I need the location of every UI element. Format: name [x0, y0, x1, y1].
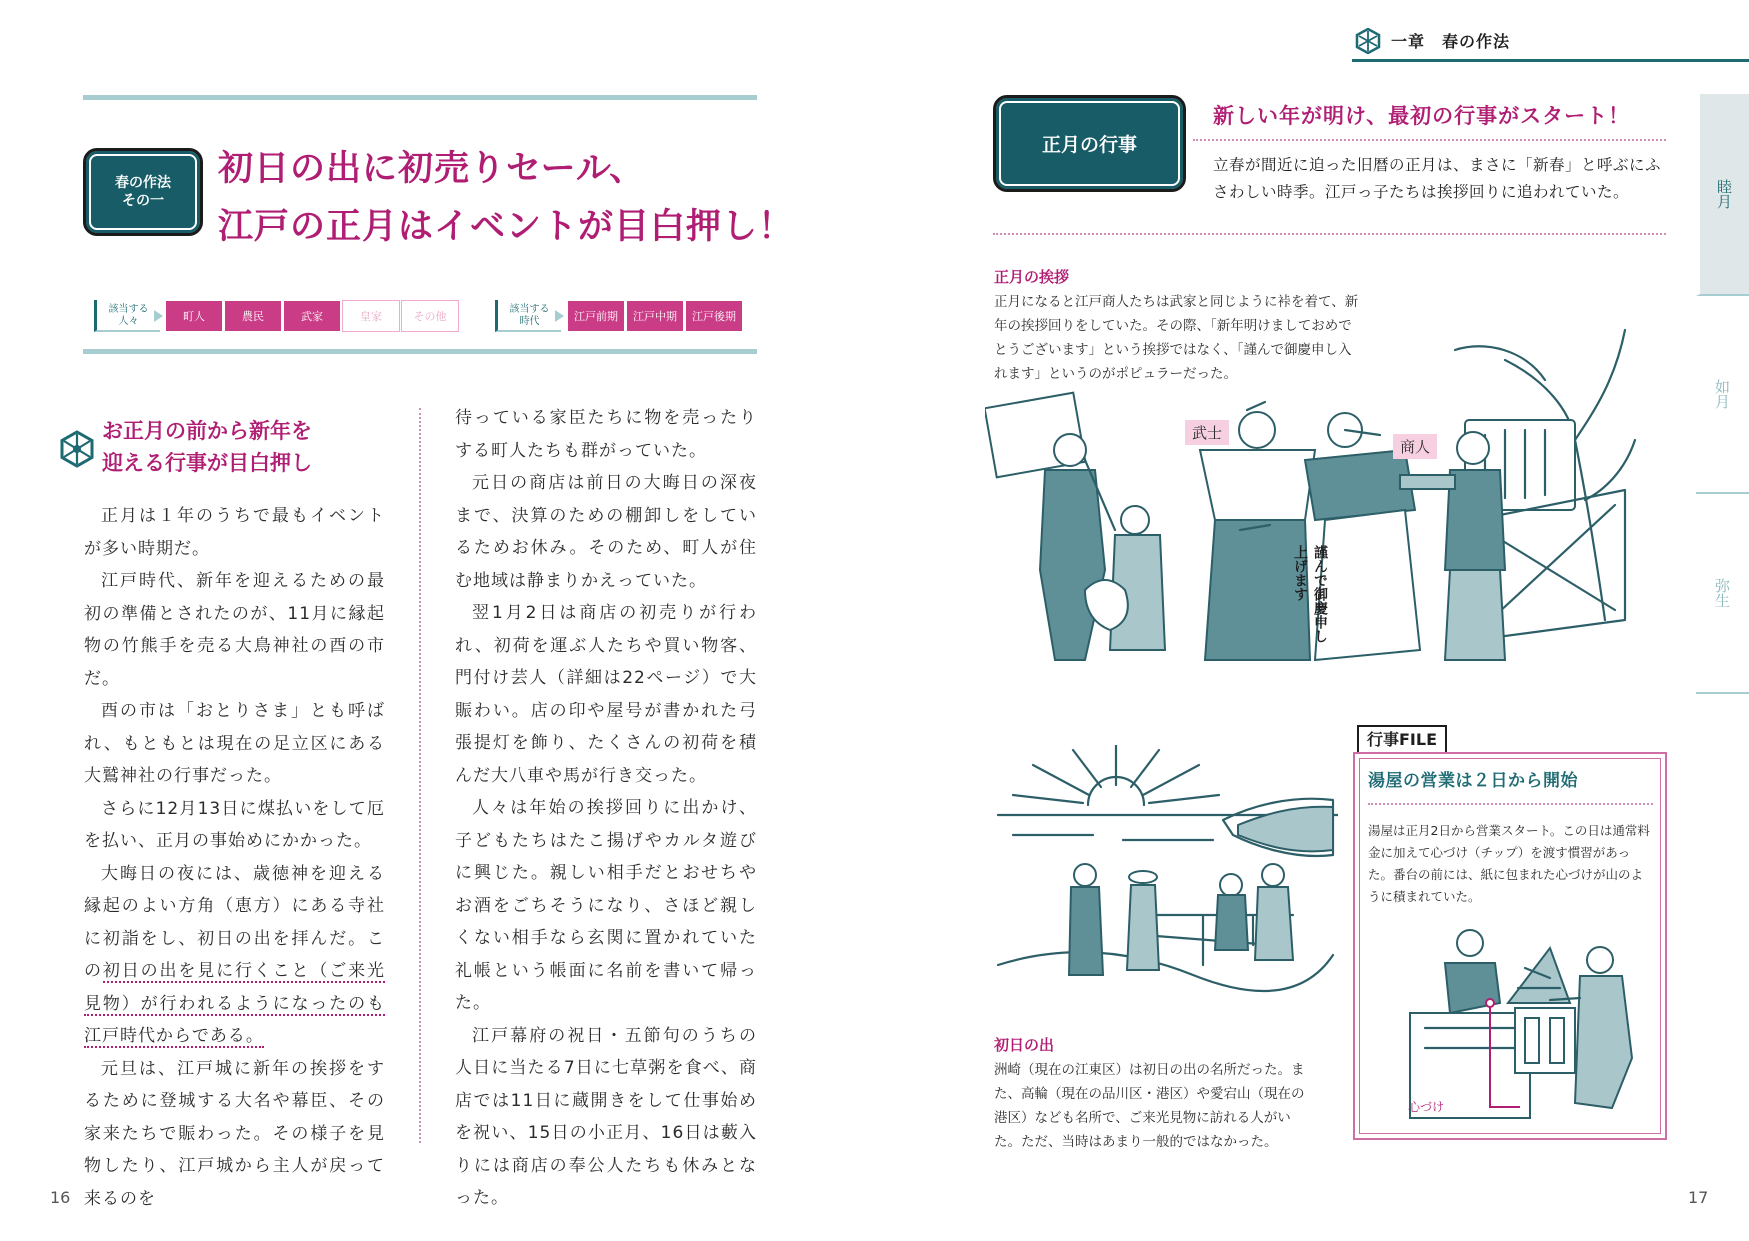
tag-chip: 江戸前期	[567, 300, 625, 332]
dotted-rule	[1368, 803, 1653, 805]
hemp-leaf-icon	[1355, 28, 1381, 54]
people-label-2: 人々	[118, 316, 139, 327]
event-badge	[993, 95, 1186, 192]
side-tab-label: 如月	[1713, 379, 1731, 409]
greeting-caption-text: 正月になると江戸商人たちは武家と同じように裃を着て、新年の挨拶回りをしていた。その際、「新年明けましておめでとうございます」という挨拶ではなく、「謹んで御慶申し入れます」というのがポピュラーだった。	[994, 294, 1359, 382]
tag-chip: その他	[401, 300, 459, 332]
chapter-header	[1352, 22, 1749, 62]
title-line-1: 初日の出に初売りセール、	[218, 149, 646, 189]
page-number: 16	[50, 1188, 71, 1207]
badge-line-2: その一	[122, 193, 164, 209]
side-tab-label: 睦月	[1715, 179, 1733, 209]
era-label-1: 該当する	[509, 304, 550, 315]
file-text: 湯屋は正月2日から営業スタート。この日は通常料金に加えて心づけ（チップ）を渡す慣習があった。番台の前には、紙に包まれた心づけが山のように積まれていた。	[1368, 823, 1650, 904]
dotted-rule	[993, 233, 1666, 235]
paragraph	[84, 858, 385, 1053]
file-heading: 湯屋の営業は２日から開始	[1368, 771, 1578, 791]
sunrise-caption-title: 初日の出	[994, 1036, 1055, 1054]
top-rule	[83, 95, 757, 100]
people-label-1: 該当する	[108, 304, 149, 315]
tag-chip: 武家	[283, 300, 341, 332]
era-label-2: 時代	[519, 316, 540, 327]
title-line-2: 江戸の正月はイベントが目白押し！	[218, 207, 795, 247]
tag-chip: 江戸中期	[626, 300, 684, 332]
file-tab-label: 行事FILE	[1357, 725, 1447, 752]
tip-label: 心づけ	[1408, 1100, 1445, 1114]
tag-chip: 皇家	[342, 300, 400, 332]
paragraph: 翌1月2日は商店の初売りが行われ、初荷を運ぶ人たちや買い物客、門付け芸人（詳細は22ページ）で大賑わい。店の印や屋号が書かれた弓張提灯を飾り、たくさんの初荷を積んだ大八車や馬が行き交った。	[455, 603, 757, 786]
section-heading	[102, 415, 312, 479]
paragraph: 人々は年始の挨拶回りに出かけ、子どもたちはたこ揚げやカルタ遊びに興じた。親しい相手だとおせちやお酒をごちそうになり、さほど親しくない相手なら玄関に置かれていた礼帳という帳面に名前を書いて帰った。	[455, 798, 757, 1013]
right-heading: 新しい年が明け、最初の行事がスタート！	[1213, 104, 1631, 128]
label-samurai: 武士	[1185, 420, 1229, 445]
paragraph: 酉の市は「おとりさま」とも呼ばれ、もともとは現在の足立区にある大鷲神社の行事だった。	[84, 701, 385, 786]
chapter-title: 一章 春の作法	[1391, 32, 1511, 51]
section-heading-line-1: お正月の前から新年を	[102, 419, 312, 443]
paragraph: 江戸時代、新年を迎えるための最初の準備とされたのが、11月に縁起物の竹熊手を売る大鳥神社の酉の市だ。	[84, 571, 385, 689]
side-tab-label: 弥生	[1713, 578, 1731, 608]
hemp-leaf-icon	[58, 430, 96, 468]
dotted-rule	[1193, 139, 1666, 141]
section-heading-line-2: 迎える行事が目白押し	[102, 451, 312, 475]
first-sunrise-illustration	[993, 745, 1338, 1015]
greeting-caption-title: 正月の挨拶	[994, 268, 1070, 286]
side-tab-mutsuki[interactable]	[1696, 94, 1749, 296]
sunrise-caption-text: 洲崎（現在の江東区）は初日の出の名所だった。また、高輪（現在の品川区・港区）や愛宕山（現在の港区）なども名所で、ご来光見物に訪れる人がいた。ただ、当時はあまり一般的ではなかった。	[994, 1062, 1305, 1150]
paragraph: さらに12月13日に煤払いをして厄を払い、正月の事始めにかかった。	[84, 798, 385, 851]
highlighted-text: 初日の出を見に行くこと（ご来光見物）が行われるようになったのも江戸時代からである。	[84, 961, 386, 1046]
people-label	[94, 300, 160, 332]
page-number: 17	[1688, 1188, 1709, 1207]
label-merchant: 商人	[1393, 434, 1437, 459]
side-tab-yayoi[interactable]	[1696, 494, 1749, 694]
paragraph: 元日の商店は前日の大晦日の深夜まで、決算のための棚卸しをしているためお休み。そのため、町人が住む地域は静まりかえっていた。	[455, 473, 757, 591]
tag-rule	[83, 349, 757, 354]
lead-text: 立春が間近に迫った旧暦の正月は、まさに「新春」と呼ぶにふさわしい時季。江戸っ子たちは挨拶回りに追われていた。	[1213, 156, 1662, 201]
paragraph: 待っている家臣たちに物を売ったりする町人たちも群がっていた。	[455, 408, 757, 461]
section-badge	[83, 148, 203, 236]
paragraph-text: 大晦日の夜には、歳徳神を迎える縁起のよい方角（恵方）にある寺社に初詣をし、初日の出を拝んだ。この	[84, 863, 385, 981]
speech-bubble: 謹んで御慶申し上げます	[1292, 545, 1328, 643]
paragraph: 江戸幕府の祝日・五節句のうちの人日に当たる7日に七草粥を食べ、商店では11日に蔵開きをして仕事始めを祝い、15日の小正月、16日は藪入りには商店の奉公人たちも休みとなった。	[455, 1025, 757, 1208]
body-column-2	[455, 402, 757, 1215]
side-tab-kisaragi[interactable]	[1696, 296, 1749, 494]
arrow-right-icon	[154, 310, 163, 322]
page-title	[218, 140, 794, 256]
arrow-right-icon	[555, 310, 564, 322]
badge-line-1: 春の作法	[115, 175, 171, 191]
tag-chip: 町人	[165, 300, 223, 332]
column-divider	[419, 408, 421, 1143]
era-label	[495, 300, 561, 332]
body-column-1	[84, 500, 385, 1215]
paragraph: 元旦は、江戸城に新年の挨拶をするために登城する大名や幕臣、その家来たちで賑わった。その様子を見物したり、江戸城から主人が戻って来るのを	[84, 1058, 385, 1209]
tag-chip: 農民	[224, 300, 282, 332]
paragraph: 正月は１年のうちで最もイベントが多い時期だ。	[84, 506, 385, 559]
pointer-line	[1480, 995, 1520, 1115]
event-badge-label: 正月の行事	[1041, 134, 1137, 156]
tag-chip: 江戸後期	[685, 300, 743, 332]
